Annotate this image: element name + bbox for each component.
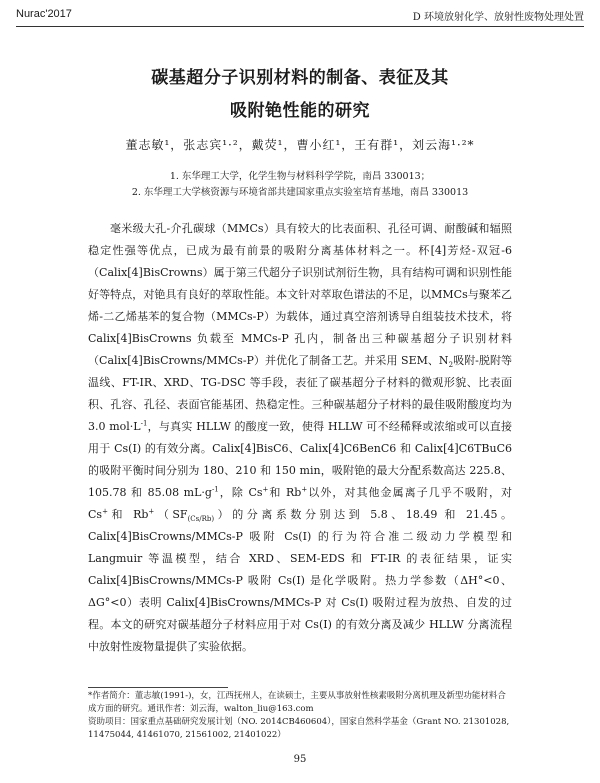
author-footnote: *作者简介：董志敏(1991-)，女，江西抚州人，在读硕士，主要从事放射性核素吸附分离机理及新型功能材料合成方面的研究。通讯作者：刘云海，walton_liu@163.com xyxy=(88,691,506,714)
paper-title-line-1: 碳基超分子识别材料的制备、表征及其 xyxy=(151,68,449,88)
running-header xyxy=(16,8,584,24)
conference-name: Nurac'2017 xyxy=(16,8,72,20)
affiliation-2: 2. 东华理工大学核资源与环境省部共建国家重点实验室培育基地，南昌 330013 xyxy=(131,187,469,198)
funding-footnote: 资助项目：国家重点基础研究发展计划（NO. 2014CB460604），国家自然科学基金（Grant NO. 21301028, 11475044, 41461070, 21561002, 21401022） xyxy=(88,717,510,740)
header-divider xyxy=(16,26,584,27)
footnote-divider xyxy=(88,687,228,688)
abstract-paragraph: 毫米级大孔-介孔碳球（MMCs）具有较大的比表面积、孔径可调、耐酸碱和辐照稳定性强等优点，已成为最有前景的吸附分离基体材料之一。杯[4]芳烃-双冠-6（Calix[4]BisCrowns）属于第三代超分子识别试剂衍生物，具有结构可调和识别性能好等特点，对铯具有良好的萃取性能。本文针对萃取色谱法的不足，以MMCs与聚苯乙烯-二乙烯基苯的复合物（MMCs-P）为载体，通过真空溶剂诱导自组装技术技术，将 Calix[4]BisCrowns 负载至 MMCs-P 孔内，制备出三种碳基超分子识别材料（Calix[4]BisCrowns/MMCs-P）并优化了制备工艺。并采用 SEM、$N_2$吸附-脱附等温线、FT-IR、XRD、TG-DSC 等手段，表征了碳基超分子材料的微观形貌、比表面积、孔容、孔径、表面官能基团、热稳定性。三种碳基超分子材料的最佳吸附酸度均为 3.0 $mol\cdot L^{-1}$，与真实 HLLW 的酸度一致，使得 HLLW 可不经稀释或浓缩或可以直接用于 Cs(I) 的有效分离。Calix[4]BisC6、Calix[4]C6BenC6 和 Calix[4]C6TBuC6 的吸附平衡时间分别为 180、210 和 150 min，吸附铯的最大分配系数高达 225.8、105.78 和 85.08 $mL\cdot g^{-1}$，除 Cs+和 Rb+以外，对其他金属离子几乎不吸附，对 Cs+和 $Rb^+(SF_{(Cs/Rb)})$的分离系数分别达到 5.8、18.49 和 21.45。Calix[4]BisCrowns/MMCs-P 吸附 Cs(I) 的行为符合准二级动力学模型和 Langmuir 等温模型，结合 XRD、SEM-EDS 和 FT-IR 的表征结果，证实 Calix[4]BisCrowns/MMCs-P 吸附 Cs(I) 是化学吸附。热力学参数（ΔH°<0、ΔG°<0）表明 Calix[4]BisCrowns/MMCs-P 对 Cs(I) 吸附过程为放热、自发的过程。本文的研究对碳基超分子材料应用于对 Cs(I) 的有效分离及减少 HLLW 分离流程中放射性废物量提供了实验依据。 xyxy=(88,222,513,653)
author-list: 董志敏¹，张志宾¹·²，戴荧¹，曹小红¹，王有群¹，刘云海¹·²* xyxy=(125,138,475,152)
affiliation-1: 1. 东华理工大学，化学生物与材料科学学院，南昌 330013； xyxy=(169,171,431,182)
section-title: D 环境放射化学、放射性废物处理处置 xyxy=(412,12,584,23)
page-number: 95 xyxy=(293,754,307,765)
paper-title-line-2: 吸附铯性能的研究 xyxy=(230,101,370,121)
